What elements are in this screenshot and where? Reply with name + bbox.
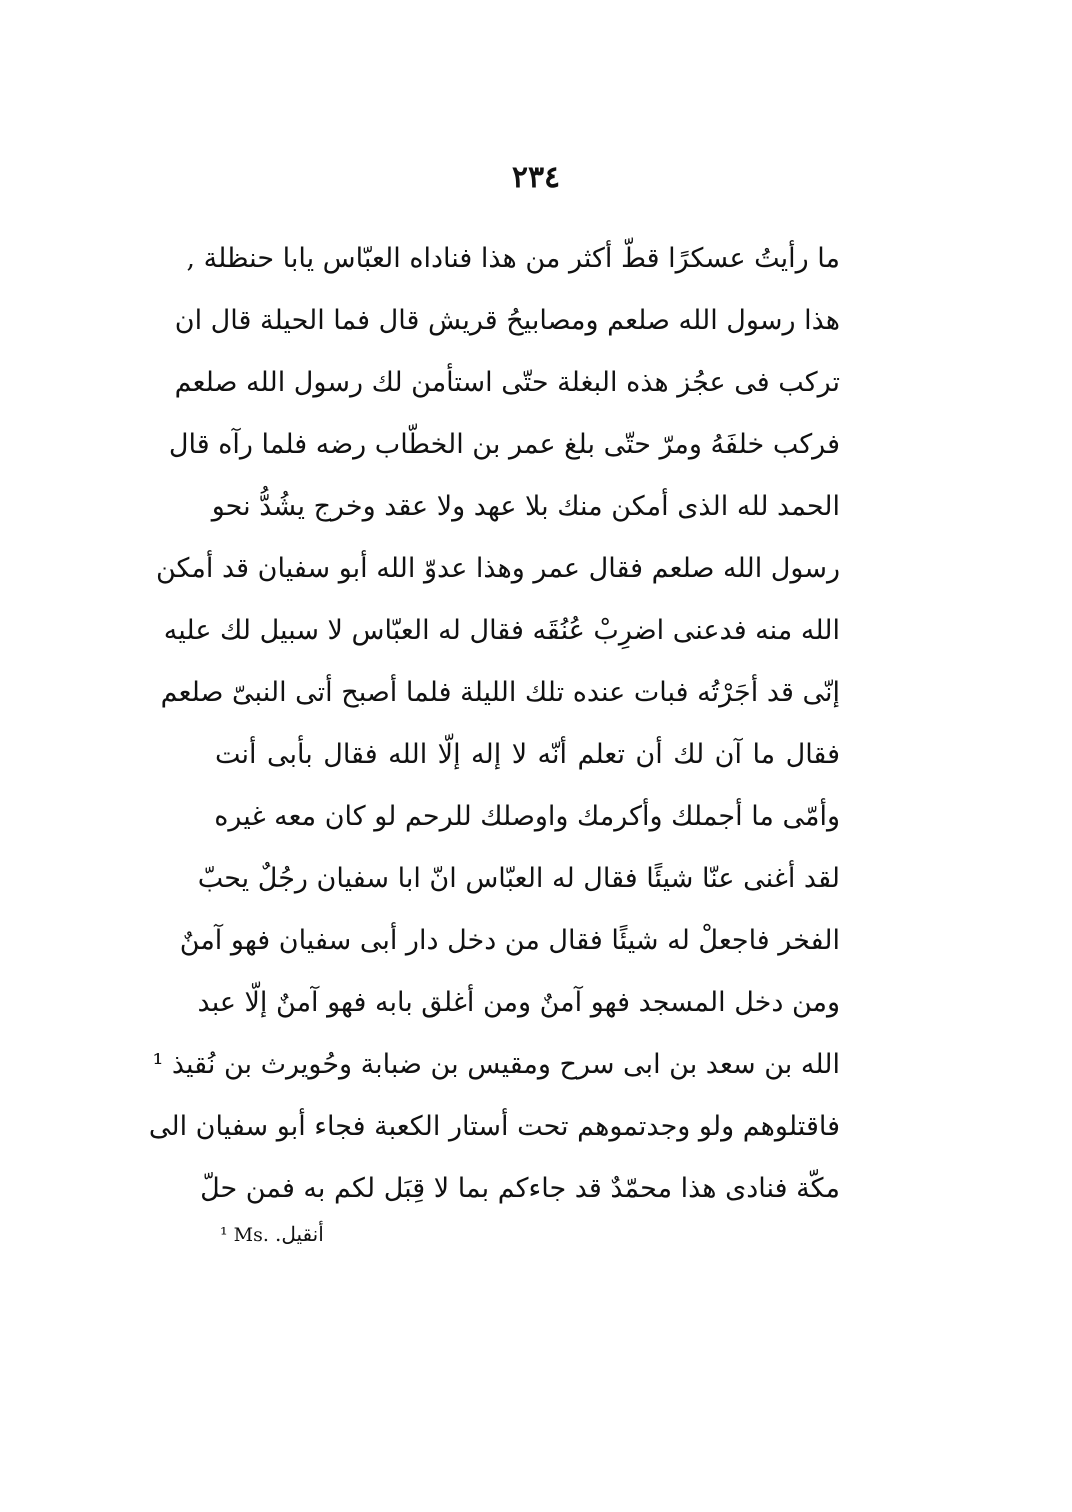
text-line: الحمد لله الذى أمكن منك بلا عهد ولا عقد وخرج يشُدُّ نحو — [211, 491, 840, 522]
footnote — [220, 1222, 324, 1246]
text-line: وأمّى ما أجملك وأكرمك واوصلك للرحم لو كان معه غيره — [214, 801, 840, 832]
text-line: فاقتلوهم ولو وجدتموهم تحت أستار الكعبة فجاء أبو سفيان الى — [148, 1111, 840, 1142]
text-line: الله بن سعد بن ابى سرح ومقيس بن ضبابة وحُويرث بن نُقيذ ¹ — [152, 1049, 840, 1080]
text-line: فركب خلفَهُ ومرّ حتّى بلغ عمر بن الخطّاب رضه فلما رآه قال — [168, 429, 840, 460]
main-text — [148, 228, 840, 1220]
text-line: هذا رسول الله صلعم ومصابيحُ قريش قال فما الحيلة قال ان — [174, 305, 840, 336]
footnote-label: Ms. — [233, 1224, 269, 1246]
text-line: الله منه فدعنى اضرِبْ عُنُقَه فقال له العبّاس لا سبيل لك عليه — [163, 615, 840, 646]
footnote-marker: ¹ — [220, 1224, 228, 1246]
text-line: إنّى قد أجَرْتُه فبات عنده تلك الليلة فلما أصبح أتى النبىّ صلعم — [160, 677, 840, 708]
text-line: فقال ما آن لك أن تعلم أنّه لا إله إلّا الله فقال بأبى أنت — [215, 739, 840, 770]
text-line: ومن دخل المسجد فهو آمنٌ ومن أغلق بابه فهو آمنٌ إلّا عبد — [197, 987, 840, 1018]
text-line: لقد أغنى عنّا شيئًا فقال له العبّاس انّ ابا سفيان رجُلٌ يحبّ — [197, 863, 840, 894]
text-line: ما رأيتُ عسكرًا قطّ أكثر من هذا فناداه العبّاس يابا حنظلة , — [186, 243, 840, 274]
page-number: ٢٣٤ — [511, 160, 561, 195]
text-line: رسول الله صلعم فقال عمر وهذا عدوّ الله أبو سفيان قد أمكن — [155, 553, 840, 584]
text-line: تركب فى عجُز هذه البغلة حتّى استأمن لك رسول الله صلعم — [174, 367, 840, 398]
text-line: الفخر فاجعلْ له شيئًا فقال من دخل دار أبى سفيان فهو آمنٌ — [179, 925, 840, 956]
footnote-text: أنقيل. — [274, 1222, 324, 1246]
text-line: مكّة فنادى هذا محمّدٌ قد جاءكم بما لا قِبَل لكم به فمن حلّ — [200, 1173, 840, 1204]
